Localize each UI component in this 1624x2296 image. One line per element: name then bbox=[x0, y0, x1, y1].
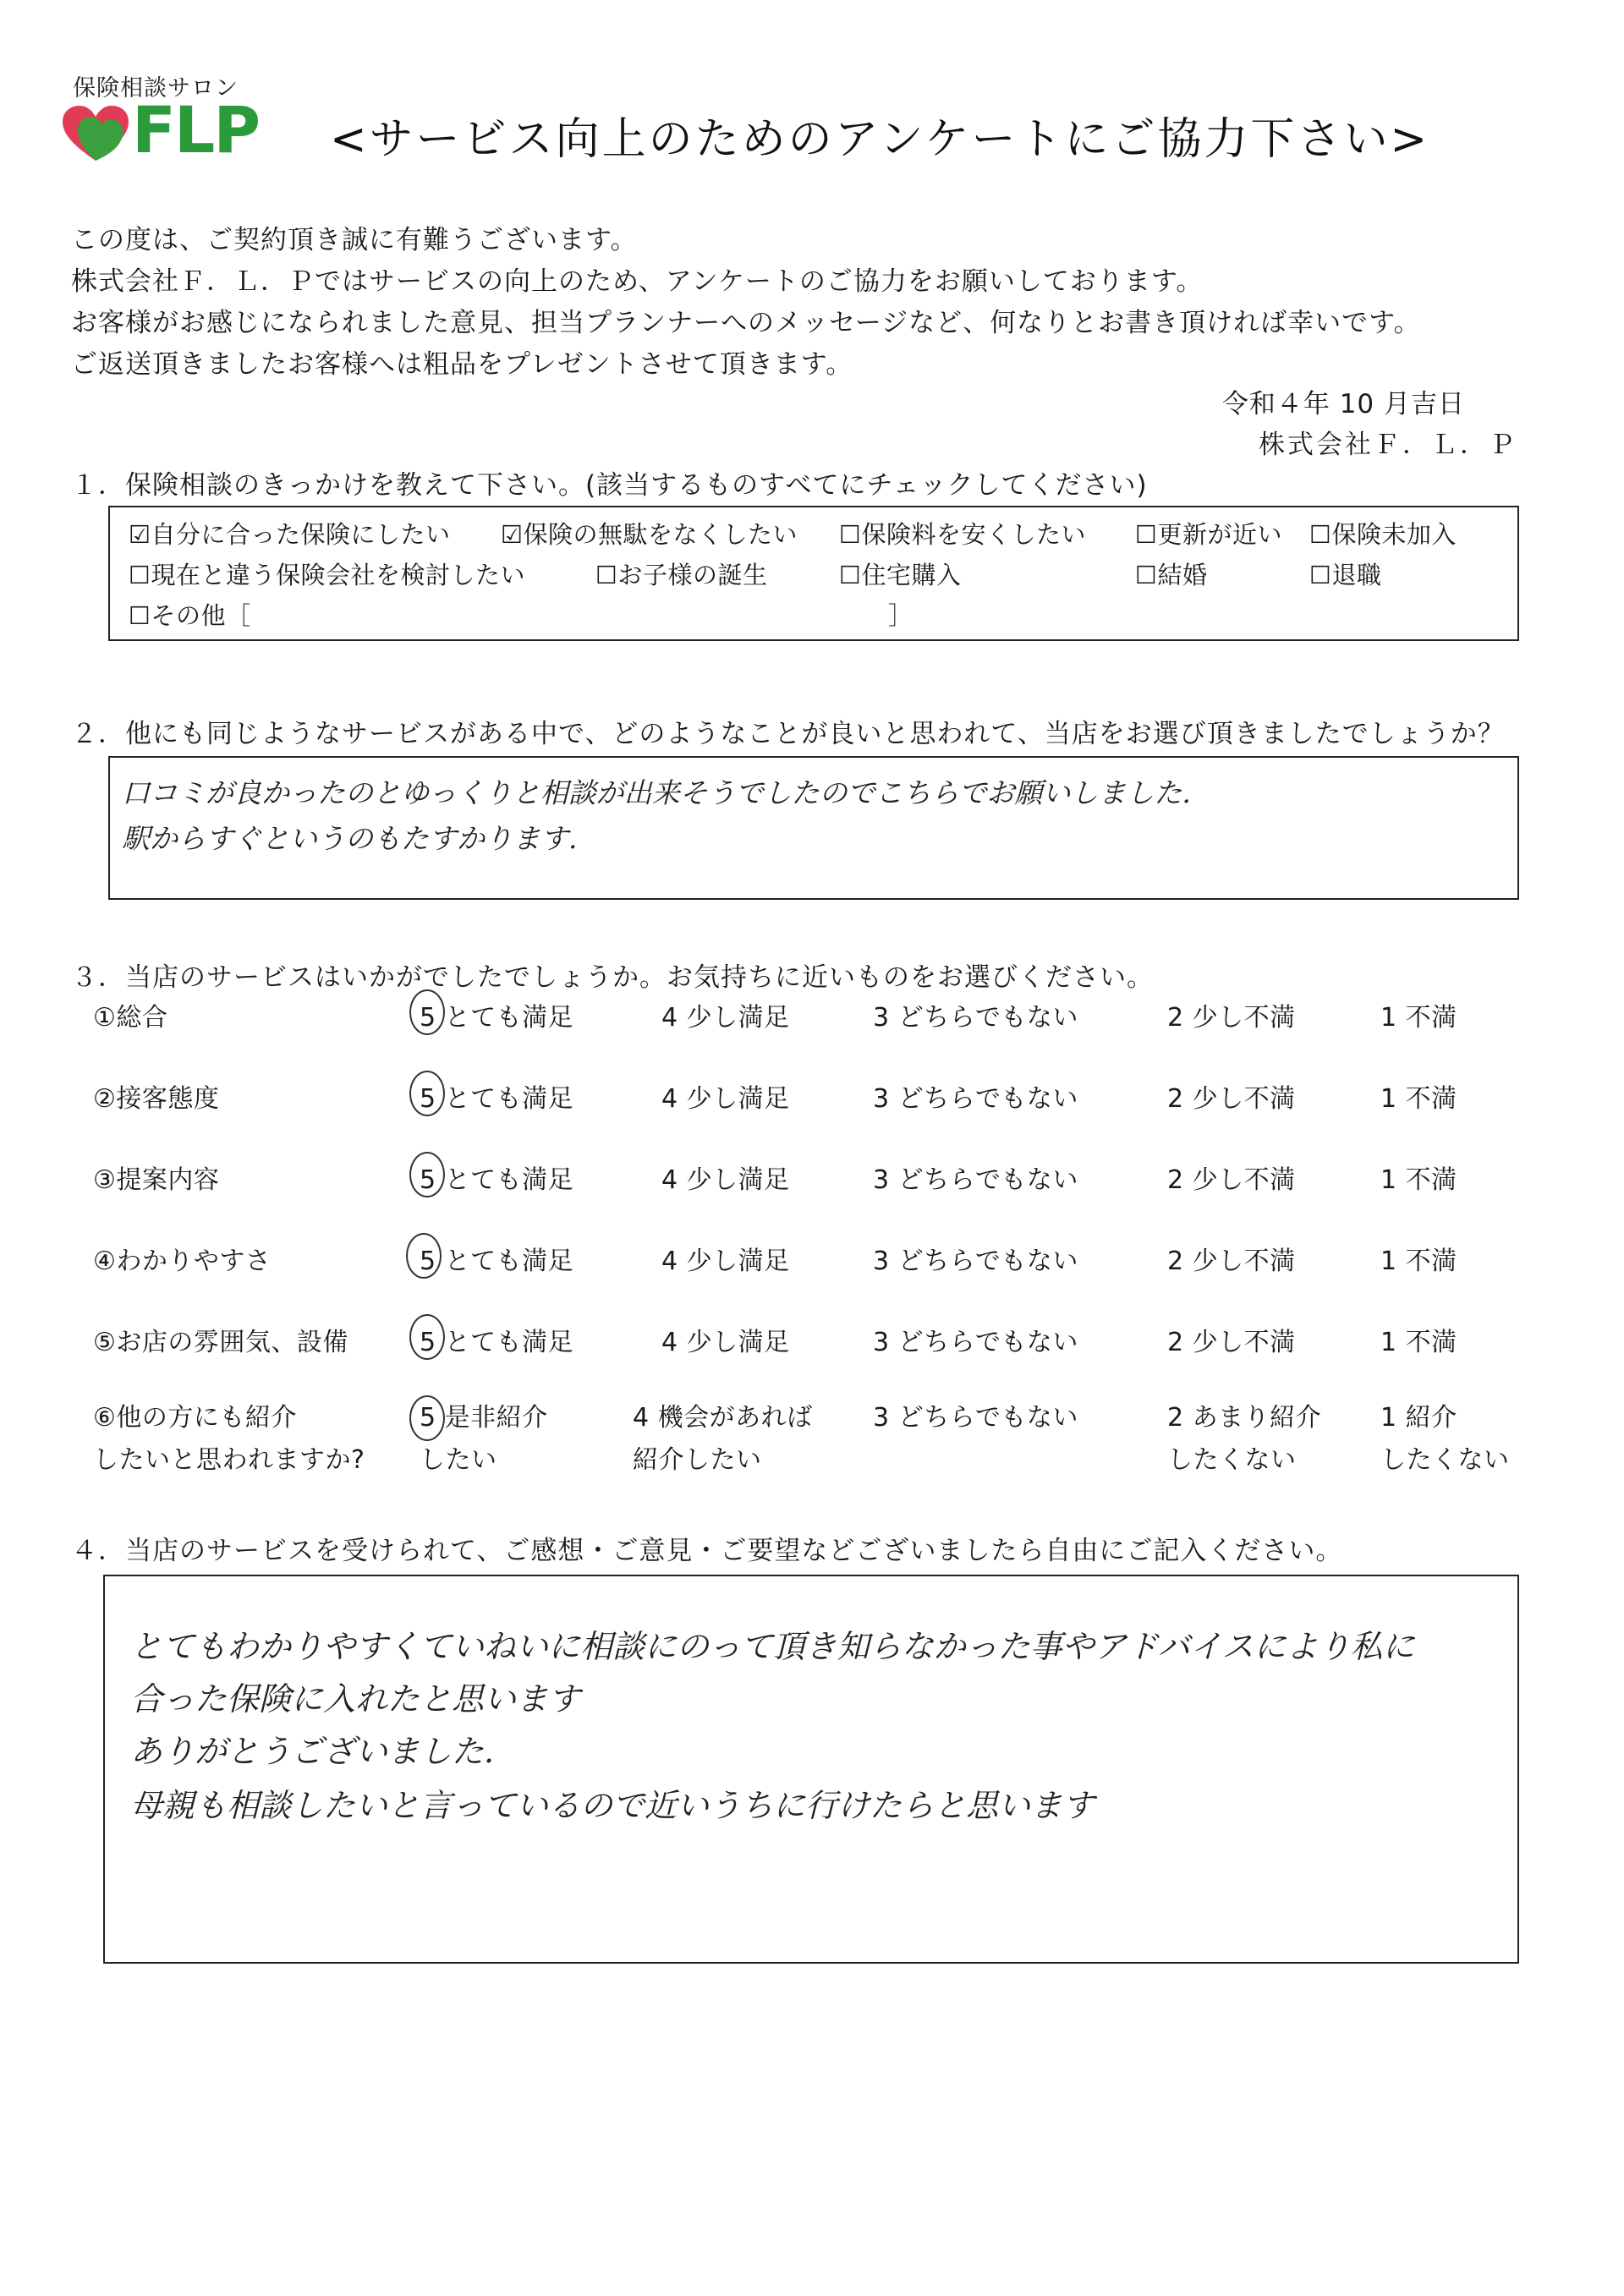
rating-option-2[interactable]: 2 少し不満 bbox=[1167, 1003, 1296, 1033]
checkbox-icon: ☑ bbox=[501, 520, 524, 549]
rating-option-2[interactable]: 2 少し不満 bbox=[1167, 1165, 1296, 1195]
checkbox-option[interactable]: ☑自分に合った保険にしたい bbox=[129, 520, 451, 549]
referral-label: ⑥他の方にも紹介 したいと思われますか? bbox=[93, 1403, 365, 1475]
rating-option-5[interactable]: 5 とても満足 bbox=[420, 1328, 574, 1357]
rating-option-3[interactable]: 3 どちらでもない bbox=[873, 1247, 1078, 1276]
intro-text bbox=[71, 220, 1421, 386]
rating-label: ①総合 bbox=[93, 1003, 168, 1033]
referral-option-3[interactable]: 3 どちらでもない bbox=[873, 1403, 1078, 1433]
checkbox-option[interactable]: ☐お子様の誕生 bbox=[595, 561, 768, 589]
company-name: 株式会社Ｆ．Ｌ．Ｐ bbox=[1259, 430, 1517, 460]
checkbox-icon: ☐ bbox=[129, 561, 151, 589]
rating-label: ③提案内容 bbox=[93, 1165, 220, 1195]
rating-option-3[interactable]: 3 どちらでもない bbox=[873, 1084, 1078, 1114]
rating-option-4[interactable]: 4 少し満足 bbox=[661, 1247, 790, 1276]
q3-question: ３．当店のサービスはいかがでしたでしょうか。お気持ちに近いものをお選びください。 bbox=[71, 962, 1154, 993]
checkbox-option-other[interactable]: ☐その他［ bbox=[129, 601, 251, 630]
q2-answer-line: 駅からすぐというのもたすかります. bbox=[122, 822, 578, 855]
rating-label: ②接客態度 bbox=[93, 1084, 220, 1114]
q4-answer-box[interactable] bbox=[103, 1575, 1519, 1964]
rating-option-3[interactable]: 3 どちらでもない bbox=[873, 1328, 1078, 1357]
rating-option-2[interactable]: 2 少し不満 bbox=[1167, 1247, 1296, 1276]
rating-option-2[interactable]: 2 少し不満 bbox=[1167, 1328, 1296, 1357]
checkbox-option[interactable]: ☐更新が近い bbox=[1135, 520, 1283, 549]
checkbox-option[interactable]: ☐退職 bbox=[1309, 561, 1382, 589]
rating-option-1[interactable]: 1 不満 bbox=[1380, 1165, 1457, 1195]
checkbox-icon: ☐ bbox=[1135, 561, 1158, 589]
rating-label: ⑤お店の雰囲気、設備 bbox=[93, 1328, 348, 1357]
checkbox-icon: ☐ bbox=[839, 561, 862, 589]
rating-option-4[interactable]: 4 少し満足 bbox=[661, 1328, 790, 1357]
heart-logo-icon bbox=[59, 103, 132, 164]
checkbox-option[interactable]: ☐住宅購入 bbox=[839, 561, 962, 589]
checkbox-icon: ☐ bbox=[839, 520, 862, 549]
checkbox-option[interactable]: ☐保険料を安くしたい bbox=[839, 520, 1087, 549]
checkbox-icon: ☐ bbox=[1135, 520, 1158, 549]
page-title: <サービス向上のためのアンケートにご協力下さい> bbox=[330, 114, 1430, 165]
referral-option-4[interactable]: 4 機会があれば 紹介したい bbox=[633, 1403, 813, 1475]
q2-answer-line: 口コミが良かったのとゆっくりと相談が出来そうでしたのでこちらでお願いしました. bbox=[122, 776, 1191, 809]
referral-option-2[interactable]: 2 あまり紹介 したくない bbox=[1167, 1403, 1322, 1475]
checkbox-icon: ☐ bbox=[1309, 520, 1332, 549]
q1-options-box bbox=[108, 506, 1519, 641]
checkbox-icon: ☐ bbox=[1309, 561, 1332, 589]
rating-option-5[interactable]: 5 とても満足 bbox=[420, 1247, 574, 1276]
q1-question: １．保険相談のきっかけを教えて下さい。(該当するものすべてにチェックしてください) bbox=[71, 470, 1148, 501]
rating-option-4[interactable]: 4 少し満足 bbox=[661, 1003, 790, 1033]
rating-option-4[interactable]: 4 少し満足 bbox=[661, 1165, 790, 1195]
q2-answer-box[interactable] bbox=[108, 756, 1519, 900]
other-bracket-close: ］ bbox=[888, 601, 914, 630]
rating-option-3[interactable]: 3 どちらでもない bbox=[873, 1003, 1078, 1033]
q4-answer-line: とてもわかりやすくていねいに相談にのって頂き知らなかった事やアドバイスにより私に bbox=[130, 1628, 1415, 1665]
checkbox-icon: ☐ bbox=[129, 601, 151, 630]
q4-answer-line: ありがとうございました. bbox=[130, 1733, 495, 1770]
intro-line: お客様がお感じになられました意見、担当プランナーへのメッセージなど、何なりとお書き頂ければ幸いです。 bbox=[71, 308, 1421, 338]
rating-option-5[interactable]: 5 とても満足 bbox=[420, 1084, 574, 1114]
rating-label: ④わかりやすさ bbox=[93, 1247, 272, 1276]
rating-option-3[interactable]: 3 どちらでもない bbox=[873, 1165, 1078, 1195]
checkbox-option[interactable]: ☑保険の無駄をなくしたい bbox=[501, 520, 798, 549]
referral-option-1[interactable]: 1 紹介 したくない bbox=[1380, 1403, 1510, 1475]
checkbox-option[interactable]: ☐現在と違う保険会社を検討したい bbox=[129, 561, 526, 589]
logo-subtitle: 保険相談サロン bbox=[73, 75, 239, 101]
q2-question: ２．他にも同じようなサービスがある中で、どのようなことが良いと思われて、当店をお選び頂きましたでしょうか？ bbox=[71, 719, 1505, 749]
checkbox-option[interactable]: ☐保険未加入 bbox=[1309, 520, 1457, 549]
rating-option-4[interactable]: 4 少し満足 bbox=[661, 1084, 790, 1114]
checkbox-icon: ☐ bbox=[595, 561, 618, 589]
q4-answer-line: 合った保険に入れたと思います bbox=[130, 1680, 581, 1718]
rating-option-5[interactable]: 5 とても満足 bbox=[420, 1165, 574, 1195]
rating-option-1[interactable]: 1 不満 bbox=[1380, 1084, 1457, 1114]
intro-line: この度は、ご契約頂き誠に有難うございます。 bbox=[71, 225, 638, 255]
referral-option-5[interactable]: 5 是非紹介 したい bbox=[420, 1403, 548, 1475]
q4-question: ４．当店のサービスを受けられて、ご感想・ご意見・ご要望などございましたら自由にご記入ください。 bbox=[71, 1536, 1343, 1566]
intro-line: 株式会社Ｆ．Ｌ．Ｐではサービスの向上のため、アンケートのご協力をお願いしております。 bbox=[71, 266, 1204, 297]
rating-option-5[interactable]: 5 とても満足 bbox=[420, 1003, 574, 1033]
checkbox-option[interactable]: ☐結婚 bbox=[1135, 561, 1208, 589]
intro-line: ご返送頂きましたお客様へは粗品をプレゼントさせて頂きます。 bbox=[71, 349, 853, 380]
rating-option-1[interactable]: 1 不満 bbox=[1380, 1328, 1457, 1357]
rating-option-1[interactable]: 1 不満 bbox=[1380, 1247, 1457, 1276]
rating-option-1[interactable]: 1 不満 bbox=[1380, 1003, 1457, 1033]
logo-brand: FLP bbox=[132, 92, 260, 167]
rating-option-2[interactable]: 2 少し不満 bbox=[1167, 1084, 1296, 1114]
issue-date: 令和４年 10 月吉日 bbox=[1221, 389, 1465, 419]
q4-answer-line: 母親も相談したいと言っているので近いうちに行けたらと思います bbox=[130, 1787, 1095, 1824]
checkbox-icon: ☑ bbox=[129, 520, 151, 549]
